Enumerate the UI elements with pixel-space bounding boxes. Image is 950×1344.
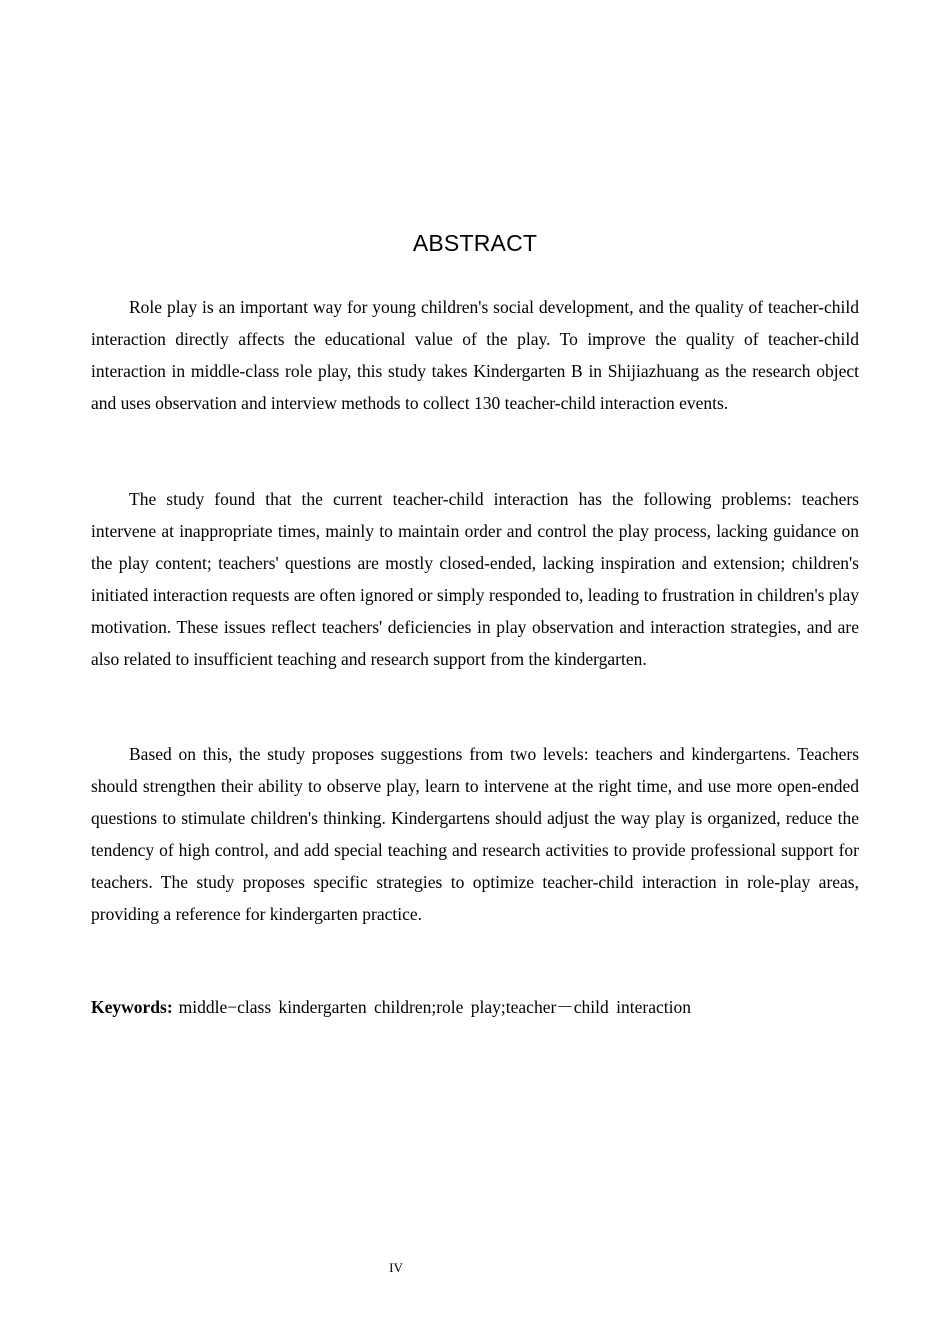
abstract-paragraph-1: Role play is an important way for young children's social development, and the quality of teacher-child interaction directly affects the educational value of the play. To improve the quality of teacher-child interaction in middle-class role play, this study takes Kindergarten B in Shijiazhuang as the research object and uses observation and interview methods to collect 130 teacher-child interaction events. [91,297,859,413]
abstract-paragraph-3: Based on this, the study proposes suggestions from two levels: teachers and kindergartens. Teachers should strengthen their ability to observe play, learn to intervene at the right time, and use more open-ended questions to stimulate children's thinking. Kindergartens should adjust the way play is organized, reduce the tendency of high control, and add special teaching and research activities to provide professional support for teachers. The study proposes specific strategies to optimize teacher-child interaction in role-play areas, providing a reference for kindergarten practice. [91,744,859,924]
keywords-label: Keywords: [91,997,173,1017]
keywords-text: middle−class kindergarten children;role play;teacher－child interaction [178,997,691,1017]
abstract-title: ABSTRACT [412,230,538,256]
abstract-paragraph-2: The study found that the current teacher-child interaction has the following problems: teachers intervene at inappropriate times, mainly to maintain order and control the play process, lacking guidance on the play content; teachers' questions are mostly closed-ended, lacking inspiration and extension; children's initiated interaction requests are often ignored or simply responded to, leading to frustration in children's play motivation. These issues reflect teachers' deficiencies in play observation and interaction strategies, and are also related to insufficient teaching and research support from the kindergarten. [91,489,859,669]
page-number: IV [389,1260,403,1275]
keywords-line [91,991,859,1023]
